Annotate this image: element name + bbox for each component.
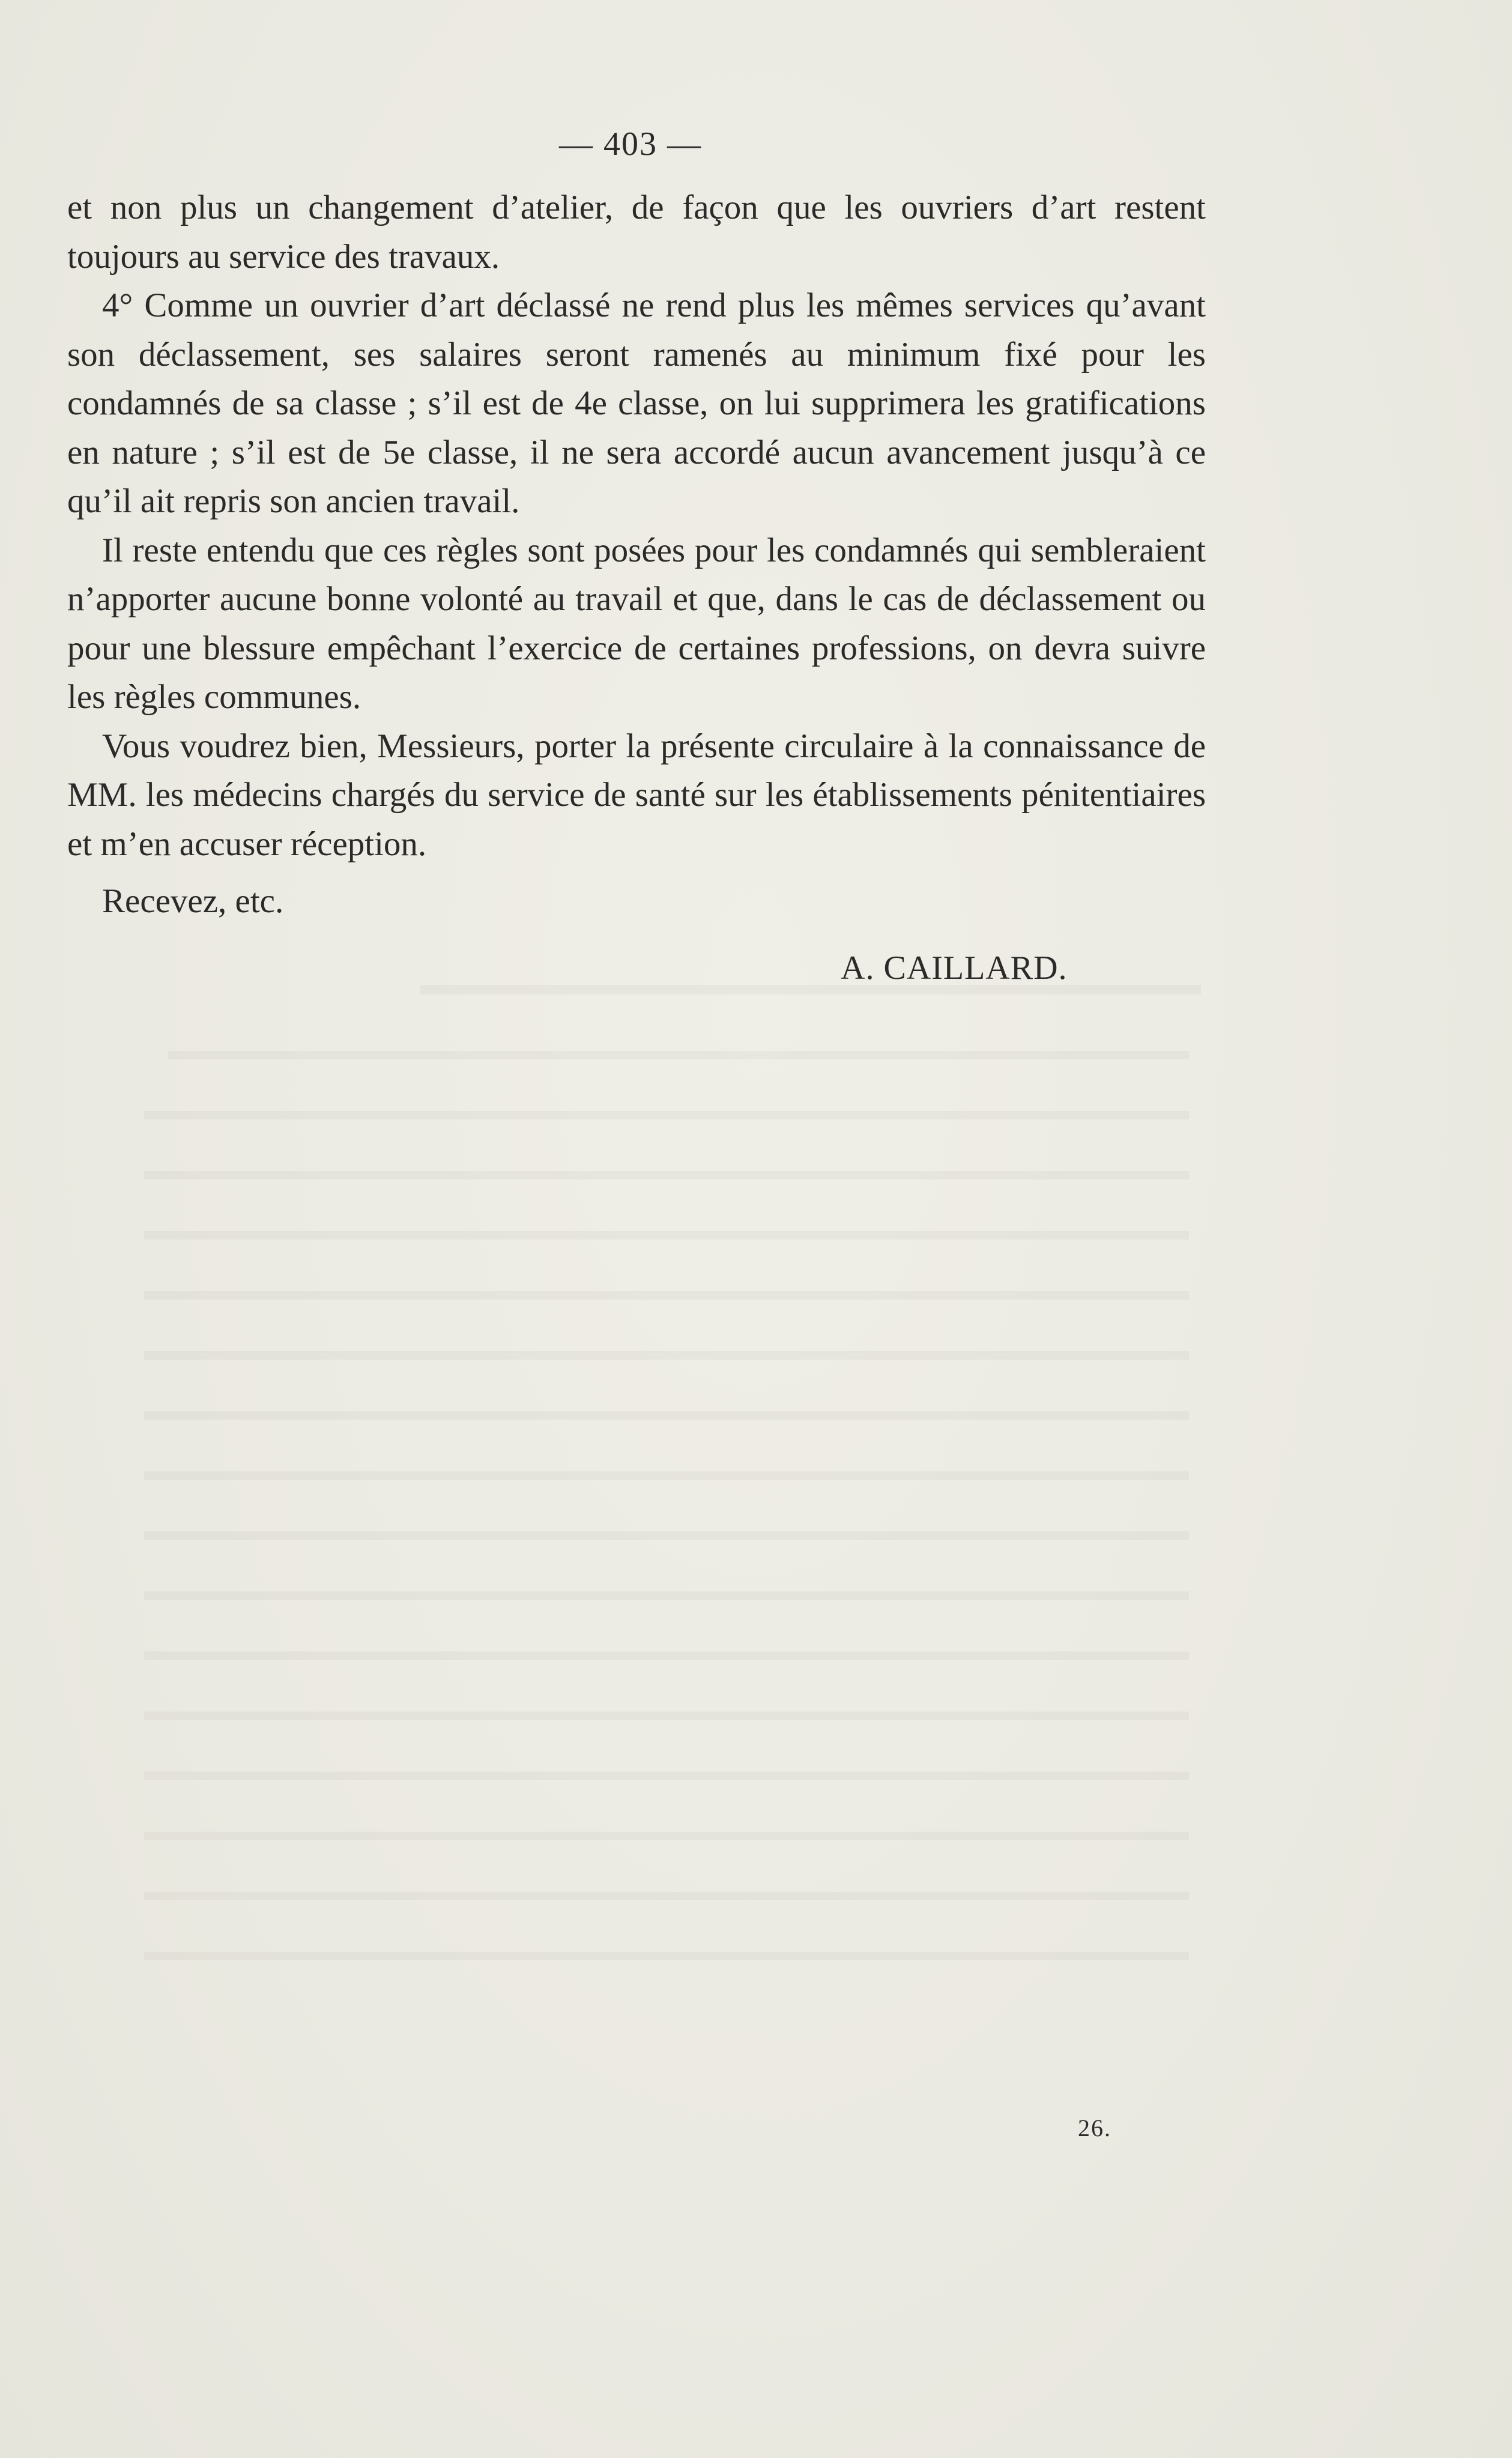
closing-formula: Recevez, etc. [102,882,284,920]
paragraph-rules: Il reste entendu que ces règles sont posées pour les condamnés qui sembleraient n’apporter aucune bonne volonté au travail et que, dans le cas de déclassement ou pour une blessure empêchant l’exercice de certaines professions, on devra suivre les règles communes. [67,531,1206,716]
page-number: — 403 — [559,126,702,163]
paragraph-request: Vous voudrez bien, Messieurs, porter la présente circulaire à la connaissance de MM. les médecins chargés du service de santé sur les établissements pénitentiaires et m’en accuser réception. [67,727,1206,863]
signature: A. CAILLARD. [841,949,1068,987]
body-text [67,183,1206,926]
paragraph-item-4: 4° Comme un ouvrier d’art déclassé ne rend plus les mêmes services qu’avant son déclassement, ses salaires seront ramenés au minimum fixé pour les condamnés de sa classe ; s’il est de 4e classe, on lui supprimera les gratifications en nature ; s’il est de 5e classe, il ne sera accordé aucun avancement jusqu’à ce qu’il ait repris son ancien travail. [67,286,1206,520]
sheet-signature-mark: 26. [1078,2114,1111,2142]
paragraph-continuation: et non plus un changement d’atelier, de façon que les ouvriers d’art restent toujours au service des travaux. [67,189,1206,276]
